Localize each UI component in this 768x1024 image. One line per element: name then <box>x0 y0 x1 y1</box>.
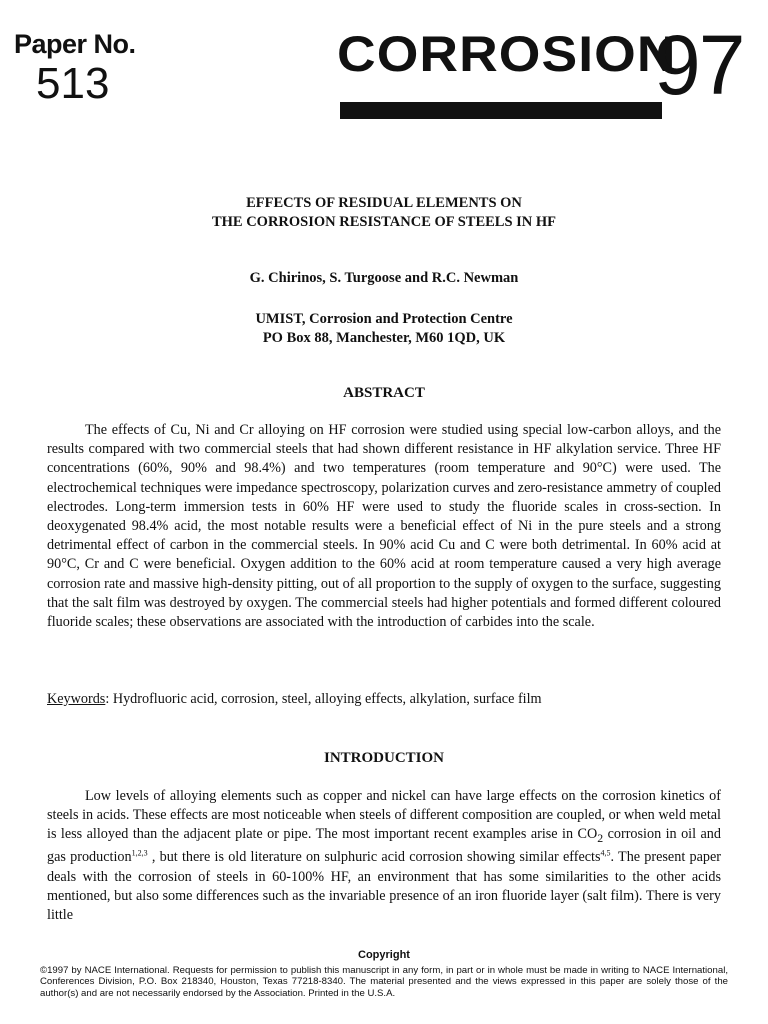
keywords-line <box>47 691 542 708</box>
paper-number: 513 <box>36 59 110 108</box>
copyright-notice <box>40 950 728 999</box>
intro-text-1: Low levels of alloying elements such as copper and nickel can have large effects on the corrosion kinetics of steels in acids. These effects are most noticeable when steels of different composition are coupled, or when weld metal is less alloyed than the adjacent plate or pipe. The most important recent examples arise in CO <box>47 788 721 843</box>
authors: G. Chirinos, S. Turgoose and R.C. Newman <box>249 270 519 286</box>
intro-text-2: corrosion in oil and gas production <box>47 826 721 866</box>
intro-citation-1: 1,2,3 <box>131 848 148 858</box>
title-line-2: THE CORROSION RESISTANCE OF STEELS IN HF <box>211 214 557 230</box>
paper-label: Paper No. <box>14 29 136 59</box>
keywords-label: Keywords <box>47 691 106 707</box>
conference-logo <box>337 18 757 112</box>
introduction-paragraph <box>47 787 721 925</box>
paper-title <box>46 194 722 232</box>
abstract-heading: ABSTRACT <box>343 385 425 401</box>
affiliation-line-1: UMIST, Corrosion and Protection Centre <box>255 311 513 327</box>
intro-text-3: , but there is old literature on sulphuric acid corrosion showing similar effects <box>147 849 601 866</box>
logo-word: CORROSION <box>337 26 677 82</box>
paper-number-block <box>14 28 136 108</box>
intro-text-4: . The present paper deals with the corrosion of steels in 60-100% HF, an environment that has some similarities to the other acids mentioned, but also some differences such as the invariable presence of an iron fluoride layer (salt film). There is very little <box>47 849 721 924</box>
keywords-text: : Hydrofluoric acid, corrosion, steel, alloying effects, alkylation, surface film <box>105 691 542 707</box>
copyright-heading: Copyright <box>358 949 410 961</box>
abstract-paragraph <box>47 421 721 632</box>
introduction-heading: INTRODUCTION <box>323 750 444 766</box>
title-line-1: EFFECTS OF RESIDUAL ELEMENTS ON <box>246 195 522 211</box>
affiliation-line-2: PO Box 88, Manchester, M60 1QD, UK <box>262 330 506 346</box>
intro-subscript: 2 <box>597 831 604 846</box>
logo-bar <box>340 102 662 119</box>
copyright-text: ©1997 by NACE International. Requests for permission to publish this manuscript in any form, in part or in whole must be made in writing to NACE International, Conferences Division, P.O. Box 218340, Houston, Texas 77218-8340. The material presented and the views expressed in this paper are solely those of the author(s) and are not necessarily endorsed by the Association. Printed in the U.S.A. <box>40 964 728 999</box>
affiliation <box>46 310 722 348</box>
abstract-text: The effects of Cu, Ni and Cr alloying on HF corrosion were studied using special low-carbon alloys, and the results compared with two commercial steels that had shown different resistance in HF alkylation service. Three HF concentrations (60%, 90% and 98.4%) and two temperatures (room temperature and 90°C) were used. The electrochemical techniques were impedance spectroscopy, polarization curves and zero-resistance ammetry of coupled electrodes. Long-term immersion tests in 60% HF were used to study the fluoride scales in cross-section. In deoxygenated 98.4% acid, the most notable results were a beneficial effect of Ni in the pure steels and a strong detrimental effect of carbon in the commercial steels. In 90% acid Cu and C were both detrimental. In 60% acid at 90°C, Cr and C were beneficial. Oxygen addition to the 60% acid at room temperature caused a very high average corrosion rate and massive high-density pitting, out of all proportion to the supply of oxygen to the surface, suggesting that the salt film was destroyed by oxygen. The commercial steels had higher potentials and formed different coloured fluoride scales; these observations are associated with the introduction of carbides into the scale. <box>47 422 721 631</box>
logo-year: 97 <box>654 18 744 112</box>
intro-citation-2: 4,5 <box>600 848 611 858</box>
